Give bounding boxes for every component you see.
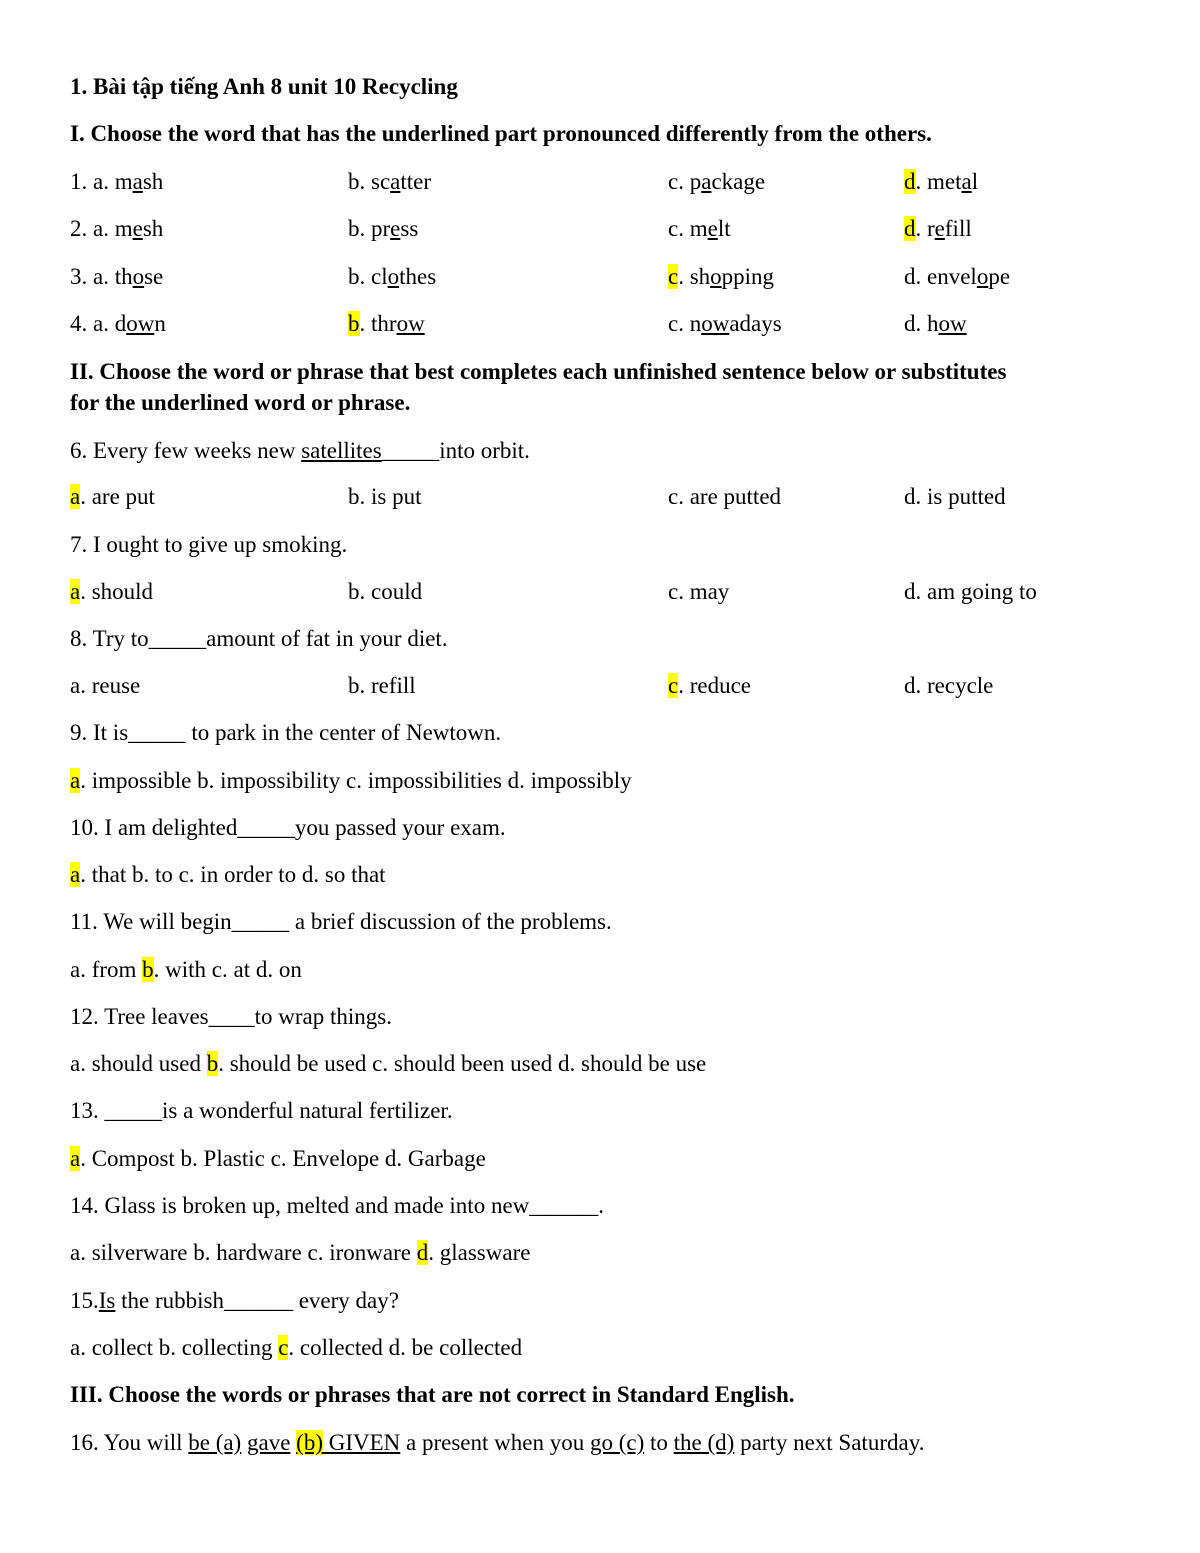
q8-option-d: d. recycle	[904, 673, 994, 698]
q6-option-c: c. are putted	[668, 484, 782, 509]
q6-option-a: a. are put	[70, 484, 155, 509]
answer-highlight: b	[142, 957, 154, 982]
q8-question: 8. Try to_____amount of fat in your diet.	[70, 626, 448, 651]
answer-highlight: a	[70, 579, 81, 604]
page-title: 1. Bài tập tiếng Anh 8 unit 10 Recycling	[70, 74, 458, 99]
q7-option-a: a. should	[70, 579, 154, 604]
q2-option-b: b. press	[348, 216, 419, 241]
section-1-heading: I. Choose the word that has the underlined part pronounced differently from the others.	[70, 121, 932, 146]
q7-option-c: c. may	[668, 579, 730, 604]
q4-option-b: b. throw	[348, 311, 425, 336]
answer-highlight: a	[70, 862, 81, 887]
q8-option-c: c. reduce	[668, 673, 752, 698]
q2-option-a: 2. a. mesh	[70, 216, 164, 241]
q7-question: 7. I ought to give up smoking.	[70, 532, 348, 557]
q6-option-b: b. is put	[348, 484, 422, 509]
q11-question: 11. We will begin_____ a brief discussion of the problems.	[70, 909, 612, 934]
answer-highlight: b	[348, 311, 360, 336]
q4-option-c: c. nowadays	[668, 311, 782, 336]
q12-options: a. should used b. should be used c. should been used d. should be use	[70, 1051, 707, 1076]
section-3-heading: III. Choose the words or phrases that are not correct in Standard English.	[70, 1382, 795, 1407]
q4-option-a: 4. a. down	[70, 311, 166, 336]
section-2-heading-line-1: II. Choose the word or phrase that best completes each unfinished sentence below or substitutes	[70, 359, 1007, 384]
q9-question: 9. It is_____ to park in the center of Newtown.	[70, 720, 502, 745]
answer-highlight: b	[206, 1051, 219, 1076]
q1-option-b: b. scatter	[348, 169, 432, 194]
q7-option-b: b. could	[348, 579, 423, 604]
q6-option-d: d. is putted	[904, 484, 1006, 509]
q10-options: a. that b. to c. in order to d. so that	[70, 862, 386, 887]
q1-option-c: c. package	[668, 169, 766, 194]
q8-option-a: a. reuse	[70, 673, 141, 698]
q11-options: a. from b. with c. at d. on	[70, 957, 302, 982]
section-2-heading-line-2: for the underlined word or phrase.	[70, 390, 411, 415]
answer-highlight: d	[904, 216, 916, 241]
q6-question: 6. Every few weeks new satellites_____into orbit.	[70, 438, 530, 463]
answer-highlight: c	[668, 264, 679, 289]
q14-options: a. silverware b. hardware c. ironware d. glassware	[70, 1240, 531, 1265]
q4-option-d: d. how	[904, 311, 967, 336]
q1-option-a: 1. a. mash	[70, 169, 164, 194]
q3-option-b: b. clothes	[348, 264, 437, 289]
q3-option-c: c. shopping	[668, 264, 775, 289]
q2-option-d: d. refill	[904, 216, 972, 241]
q3-option-a: 3. a. those	[70, 264, 164, 289]
q7-option-d: d. am going to	[904, 579, 1037, 604]
answer-highlight: d	[904, 169, 916, 194]
answer-highlight: d	[416, 1240, 429, 1265]
q9-options: a. impossible b. impossibility c. impossibilities d. impossibly	[70, 768, 632, 793]
q12-question: 12. Tree leaves____to wrap things.	[70, 1004, 392, 1029]
answer-highlight: (b)	[296, 1430, 323, 1455]
q15-question: 15.Is the rubbish______ every day?	[70, 1288, 399, 1313]
q10-question: 10. I am delighted_____you passed your exam.	[70, 815, 506, 840]
answer-highlight: c	[668, 673, 679, 698]
q8-option-b: b. refill	[348, 673, 416, 698]
answer-highlight: a	[70, 484, 81, 509]
q1-option-d: d. metal	[904, 169, 979, 194]
q16-question: 16. You will be (a) gave (b) GIVEN a present when you go (c) to the (d) party next Saturday.	[70, 1430, 925, 1455]
q3-option-d: d. envelope	[904, 264, 1011, 289]
q15-options: a. collect b. collecting c. collected d. be collected	[70, 1335, 523, 1360]
q13-question: 13. _____is a wonderful natural fertilizer.	[70, 1098, 453, 1123]
q14-question: 14. Glass is broken up, melted and made into new______.	[70, 1193, 605, 1218]
answer-highlight: a	[70, 768, 81, 793]
answer-highlight: c	[278, 1335, 289, 1360]
answer-highlight: a	[70, 1146, 81, 1171]
q13-options: a. Compost b. Plastic c. Envelope d. Garbage	[70, 1146, 486, 1171]
q2-option-c: c. melt	[668, 216, 731, 241]
